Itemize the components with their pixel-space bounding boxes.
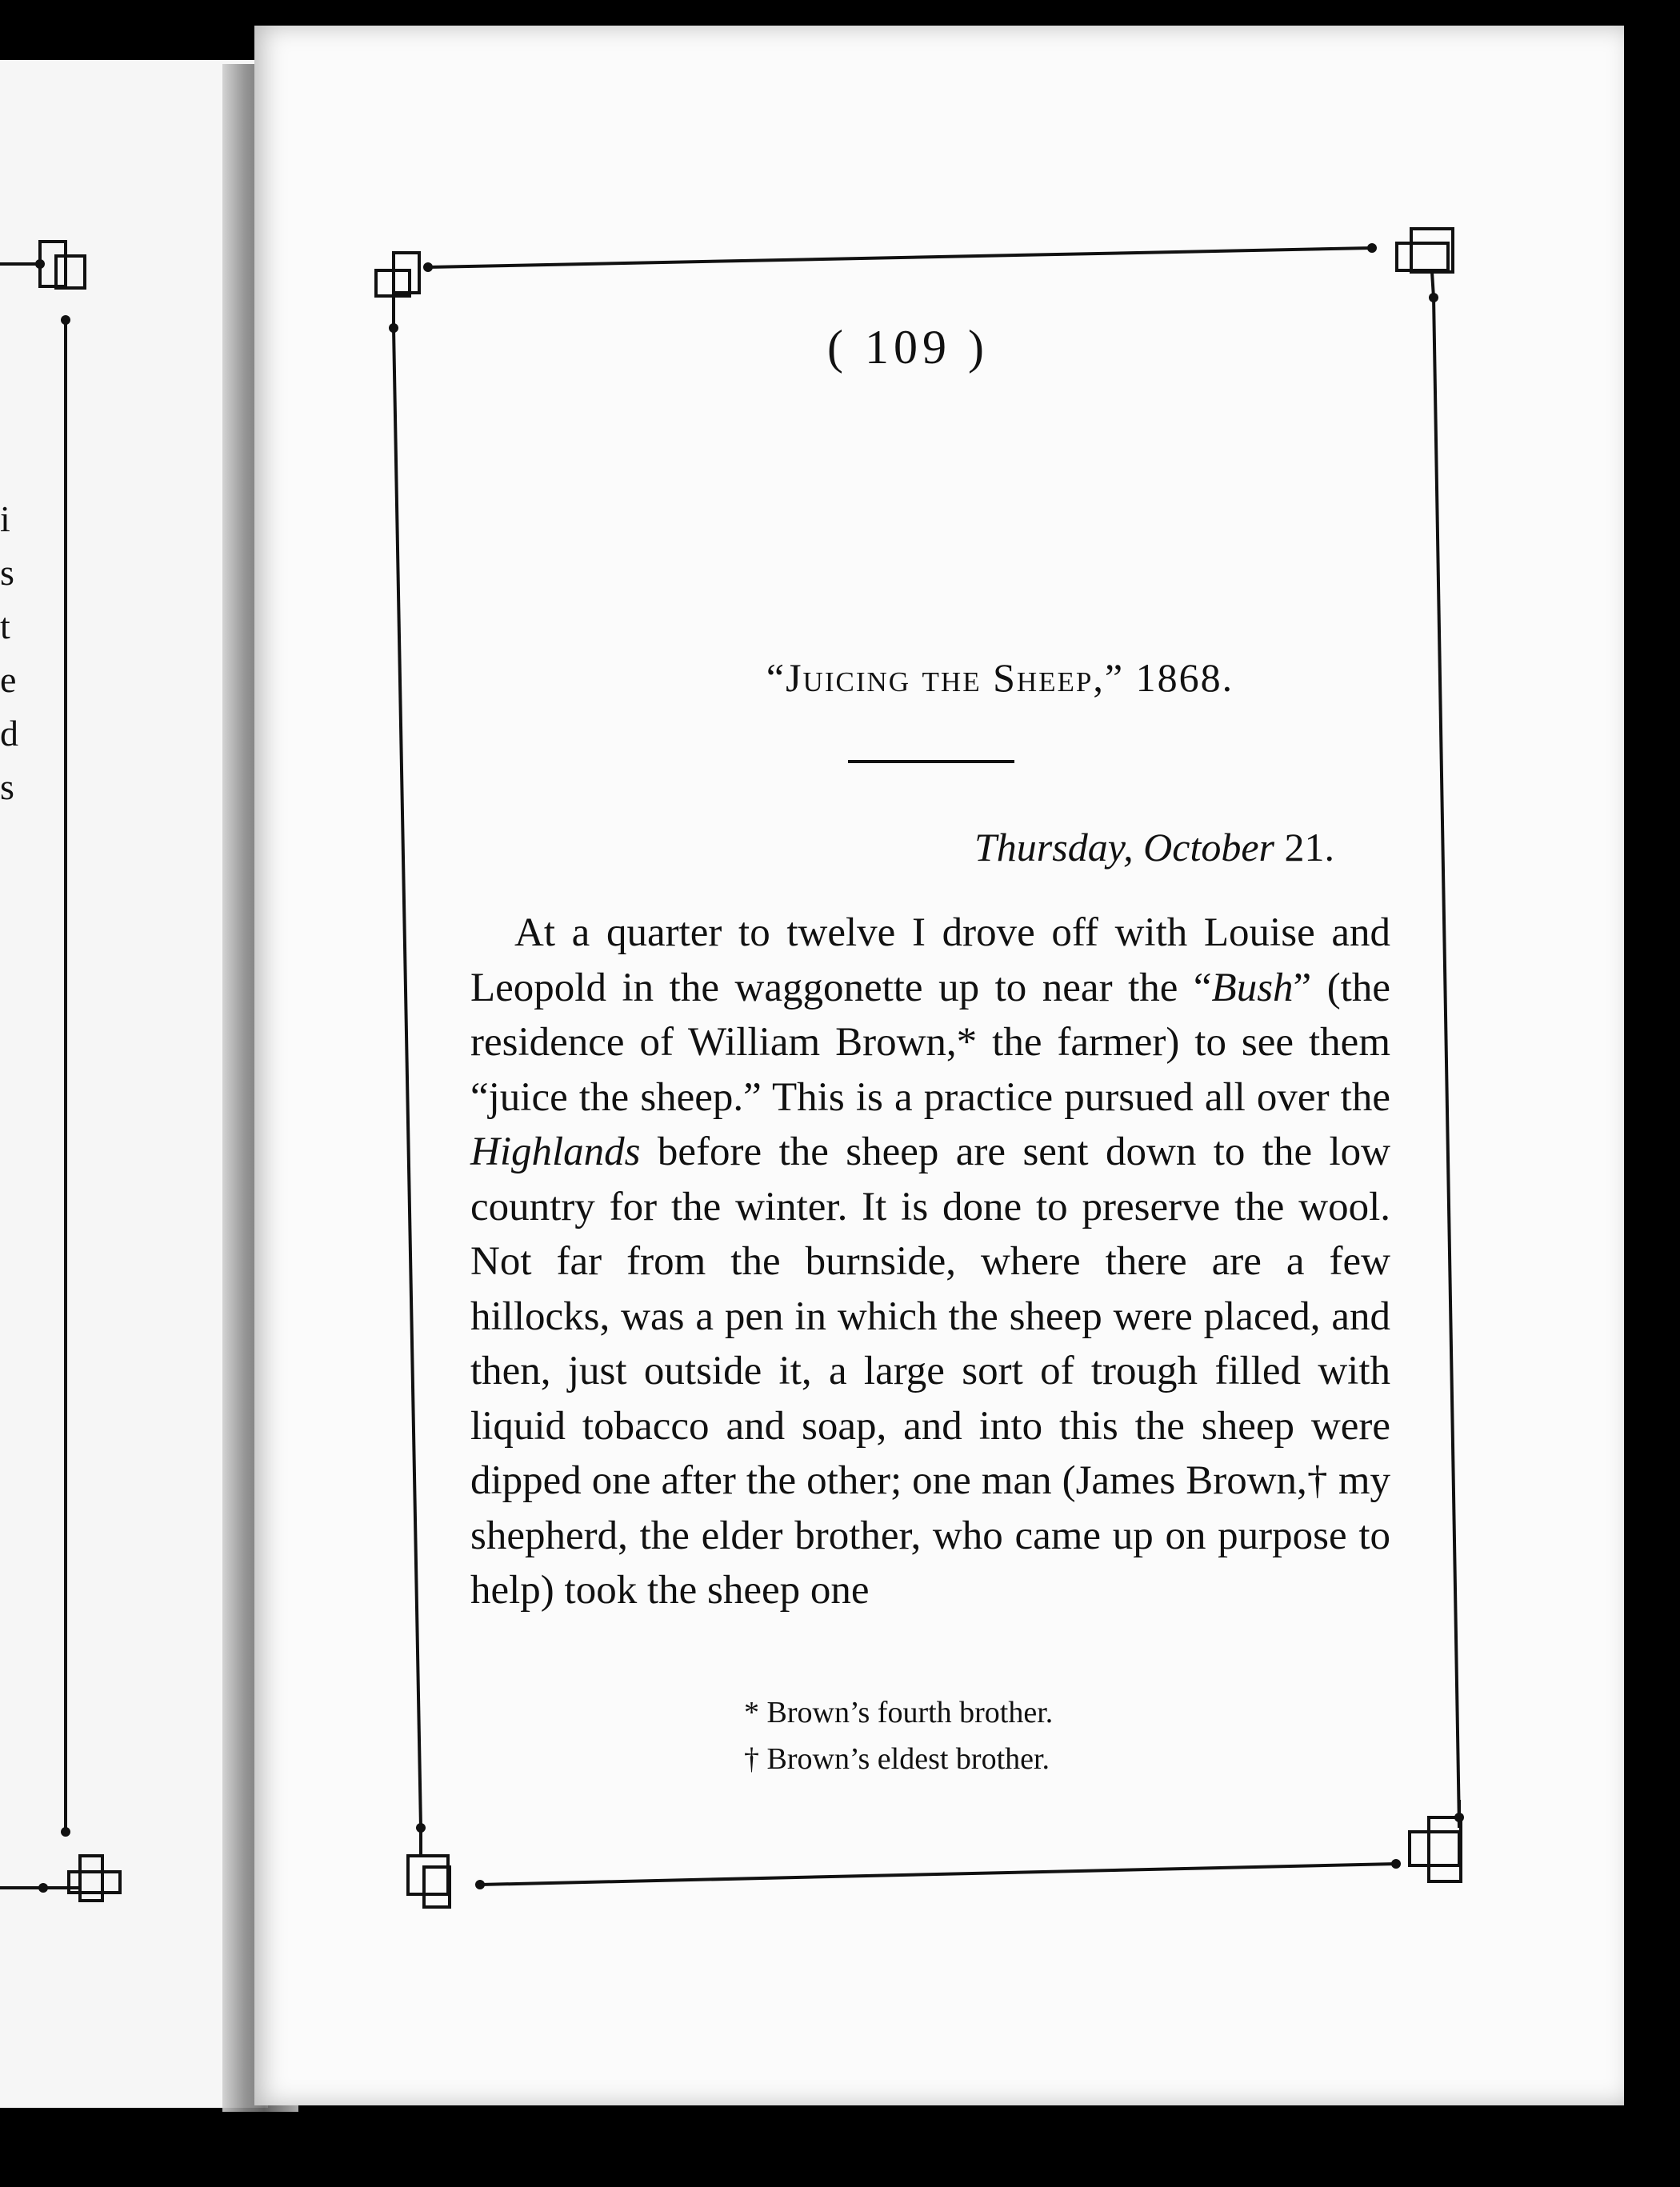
dateline-day: Thursday, October <box>974 825 1274 870</box>
body-text-part3: before the sheep are sent down to the low country for the winter. It is done to preserve the wool. Not far from the burnside, where there are a few hillocks, was a pen in which the sheep were placed, and then, just outside it, a large sort of trough filled with liquid tobacco and soap, and into this the sheep were dipped one after the other; one man (James Brown,† my shepherd, the elder brother, who came up on purpose to help) took the sheep one <box>470 1129 1390 1613</box>
border-knot <box>1429 293 1438 302</box>
body-text-highlands: Highlands <box>470 1129 641 1174</box>
border-knot <box>1367 243 1377 253</box>
left-fragment: s <box>0 552 14 593</box>
left-corner-ornament-top-inner <box>56 256 85 288</box>
left-fragment: e <box>0 659 17 700</box>
section-title: “Juicing the Sheep,” 1868. <box>766 655 1234 700</box>
left-corner-ornament-bottom-inner <box>69 1872 120 1893</box>
left-fragment: s <box>0 766 14 807</box>
corner-ornament-top-right-inner <box>1397 243 1448 270</box>
dateline-date: 21. <box>1274 825 1334 870</box>
left-fragment: d <box>0 713 18 754</box>
border-knot <box>38 1883 48 1893</box>
corner-ornament-top-left-inner <box>394 253 419 293</box>
border-knot <box>1391 1859 1401 1869</box>
border-knot <box>61 315 70 325</box>
border-knot <box>423 262 433 272</box>
corner-ornament-bottom-right-outer <box>1410 1832 1459 1865</box>
border-knot <box>61 1827 70 1837</box>
body-text-bush: Bush <box>1211 965 1294 1010</box>
border-bottom <box>480 1864 1396 1885</box>
border-knot <box>1454 1813 1464 1822</box>
left-fragment: i <box>0 498 10 539</box>
border-knot <box>389 323 398 333</box>
border-knot <box>475 1880 485 1889</box>
page-number: ( 109 ) <box>827 321 989 374</box>
corner-ornament-bottom-left-outer <box>408 1856 448 1894</box>
border-top <box>428 248 1372 267</box>
title-rule <box>848 760 1014 763</box>
border-knot <box>35 259 45 269</box>
border-knot <box>416 1823 426 1833</box>
dateline <box>800 824 1334 870</box>
corner-ornament-bottom-left-inner <box>424 1867 450 1907</box>
footnote: † Brown’s eldest brother. <box>744 1742 1050 1776</box>
corner-ornament-bottom-right-inner <box>1429 1817 1461 1881</box>
footnote: * Brown’s fourth brother. <box>744 1696 1054 1729</box>
body-paragraph <box>470 906 1390 1618</box>
left-fragment: t <box>0 606 10 646</box>
body-text-part1: At a quarter to twelve I drove off with Louise and Leopold in the waggonette up to near the “ <box>470 910 1390 1010</box>
footnotes <box>744 1689 1224 1782</box>
body-text-part2: ” (the residence of William Brown,* the farmer) to see them “juice the sheep.” This is a practice pursued all over the <box>470 965 1390 1120</box>
border-left <box>394 328 421 1828</box>
border-right <box>1434 296 1459 1828</box>
